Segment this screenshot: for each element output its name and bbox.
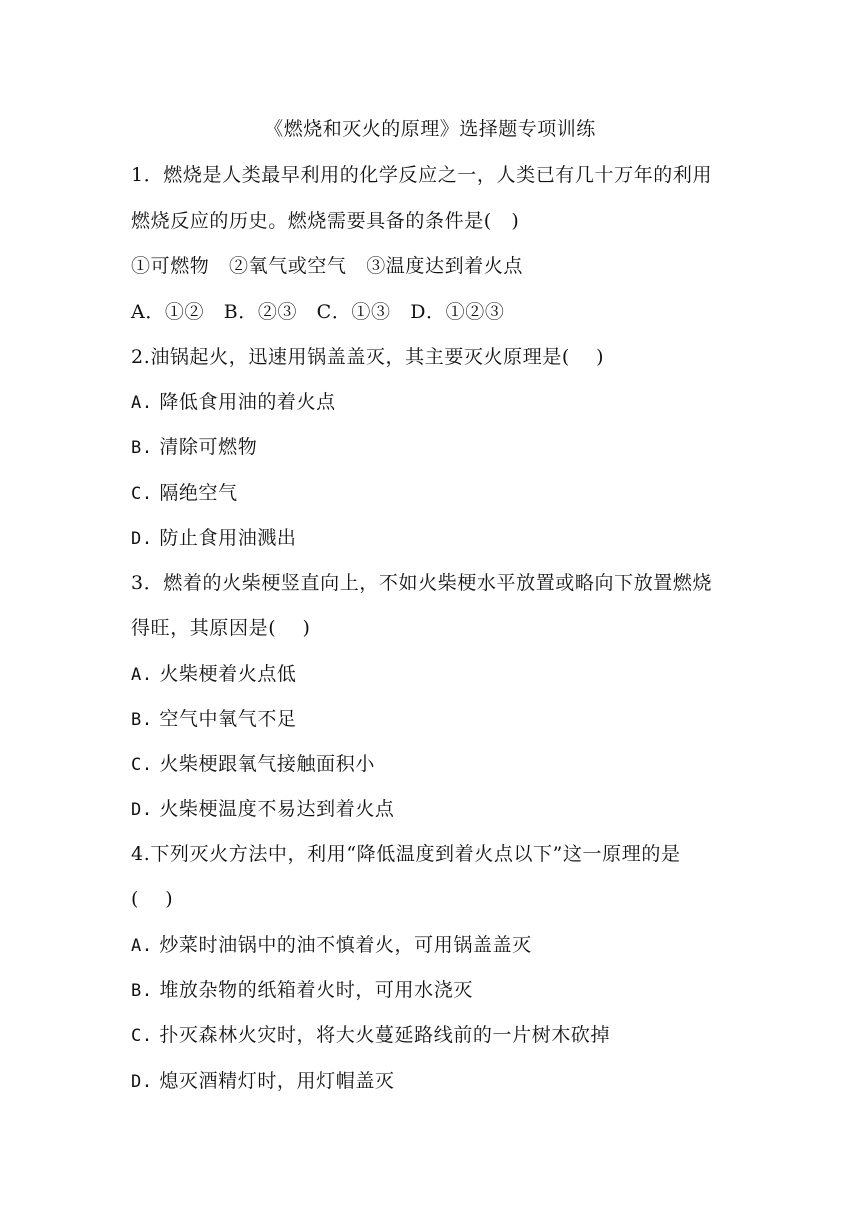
- question-1-conditions: ①可燃物 ②氧气或空气 ③温度达到着火点: [131, 255, 524, 277]
- question-3-option-a: [131, 659, 297, 686]
- option-text: 防止食用油溅出: [159, 527, 297, 549]
- option-letter: C.: [131, 1026, 153, 1046]
- option-text: 火柴梗跟氧气接触面积小: [159, 753, 375, 775]
- question-1-options: A．①② B．②③ C．①③ D．①②③: [131, 301, 505, 323]
- option-letter: D.: [131, 529, 153, 549]
- option-letter: C.: [131, 484, 153, 504]
- question-2-option-a: [131, 387, 336, 414]
- option-letter: D.: [131, 800, 153, 820]
- option-text: 堆放杂物的纸箱着火时，可用水浇灭: [159, 979, 473, 1001]
- option-text: 降低食用油的着火点: [159, 391, 336, 413]
- option-text: 熄灭酒精灯时，用灯帽盖灭: [159, 1070, 395, 1092]
- option-letter: B.: [131, 710, 153, 730]
- question-2-option-d: [131, 523, 297, 550]
- question-3-option-c: [131, 749, 375, 776]
- option-letter: A.: [131, 665, 153, 685]
- option-letter: D.: [131, 1072, 153, 1092]
- question-4-option-a: [131, 930, 532, 957]
- question-3-stem-line-2: 得旺，其原因是( ): [131, 617, 311, 639]
- question-4-option-d: [131, 1066, 395, 1093]
- question-1-stem-line-2: 燃烧反应的历史。燃烧需要具备的条件是( ): [131, 210, 520, 232]
- question-4-stem-line-1: 4.下列灭火方法中，利用“降低温度到着火点以下”这一原理的是: [131, 843, 681, 865]
- option-text: 炒菜时油锅中的油不慎着火，可用锅盖盖灭: [159, 934, 532, 956]
- question-3-stem-line-1: 3．燃着的火柴梗竖直向上，不如火柴梗水平放置或略向下放置燃烧: [131, 572, 713, 594]
- question-2-stem: 2.油锅起火，迅速用锅盖盖灭，其主要灭火原理是( ): [131, 346, 605, 368]
- option-text: 火柴梗温度不易达到着火点: [159, 798, 395, 820]
- option-text: 扑灭森林火灾时，将大火蔓延路线前的一片树木砍掉: [159, 1024, 611, 1046]
- question-2-option-b: [131, 432, 257, 459]
- option-text: 火柴梗着火点低: [159, 663, 297, 685]
- question-4-option-c: [131, 1020, 610, 1047]
- question-4-option-b: [131, 975, 473, 1002]
- question-1-stem-line-1: 1．燃烧是人类最早利用的化学反应之一，人类已有几十万年的利用: [131, 164, 713, 186]
- question-2-option-c: [131, 478, 238, 505]
- option-letter: A.: [131, 936, 153, 956]
- question-4-stem-line-2: ( ): [131, 888, 174, 910]
- option-text: 清除可燃物: [159, 436, 258, 458]
- option-letter: A.: [131, 393, 153, 413]
- option-letter: C.: [131, 755, 153, 775]
- page-title: 《燃烧和灭火的原理》选择题专项训练: [264, 118, 596, 140]
- question-3-option-b: [131, 704, 297, 731]
- question-3-option-d: [131, 794, 395, 821]
- option-text: 隔绝空气: [159, 482, 238, 504]
- option-letter: B.: [131, 438, 153, 458]
- option-letter: B.: [131, 981, 153, 1001]
- option-text: 空气中氧气不足: [159, 708, 297, 730]
